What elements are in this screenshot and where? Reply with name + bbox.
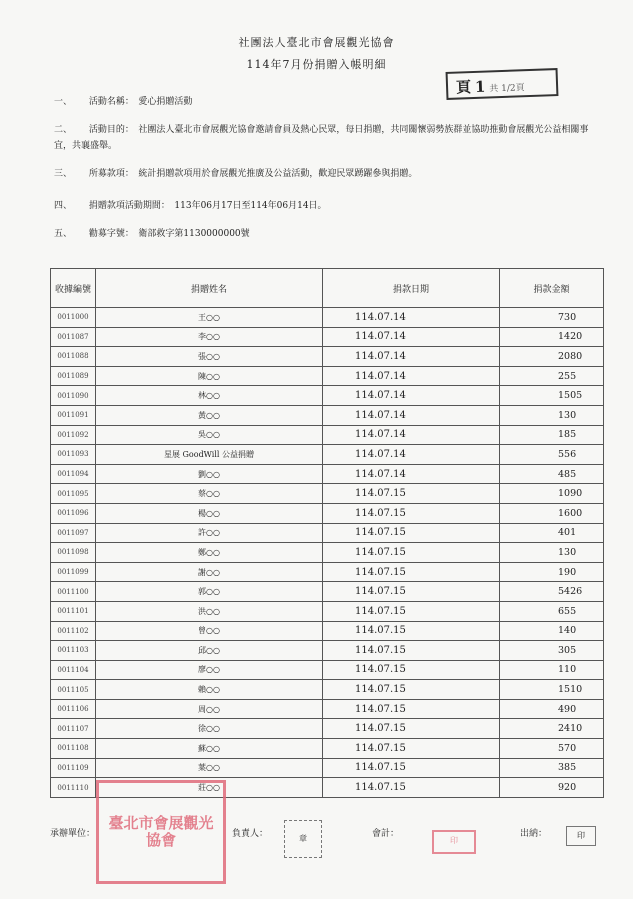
person-signature: 章 xyxy=(284,820,322,858)
table-row xyxy=(51,366,604,386)
section-number: 五、 xyxy=(54,229,73,239)
cell-code: 0011103 xyxy=(51,641,96,661)
table-row xyxy=(51,621,604,641)
cell-date: 114.07.14 xyxy=(323,405,500,425)
section-text: 活動目的： 社團法人臺北市會展觀光協會邀請會員及熱心民眾，每日捐贈，共同關懷弱勢族群並協助推動會展觀光公益相關事宜，共襄盛舉。 xyxy=(54,125,589,151)
table-row xyxy=(51,660,604,680)
table-row xyxy=(51,739,604,759)
table-row xyxy=(51,562,604,582)
cell-date: 114.07.14 xyxy=(323,464,500,484)
cell-name: 黃○○ xyxy=(96,405,323,425)
table-row xyxy=(51,405,604,425)
cell-name: 曾○○ xyxy=(96,621,323,641)
cell-date: 114.07.15 xyxy=(323,621,500,641)
table-row xyxy=(51,543,604,563)
footer-accounting-label: 會計： xyxy=(372,829,400,839)
cell-date: 114.07.14 xyxy=(323,308,500,328)
cell-amount: 401 xyxy=(500,523,604,543)
table-header-row xyxy=(51,269,604,308)
section-text: 所募款項： 統計捐贈款項用於會展觀光推廣及公益活動，歡迎民眾踴躍參與捐贈。 xyxy=(88,169,418,179)
cell-amount: 490 xyxy=(500,699,604,719)
cell-amount: 255 xyxy=(500,366,604,386)
cell-code: 0011090 xyxy=(51,386,96,406)
cell-name: 王○○ xyxy=(96,308,323,328)
cell-name: 謝○○ xyxy=(96,562,323,582)
cell-code: 0011091 xyxy=(51,405,96,425)
cell-code: 0011110 xyxy=(51,778,96,798)
organization-red-seal xyxy=(96,780,226,884)
stamp-suffix: 共 1/2頁 xyxy=(489,83,525,95)
cell-name: 林○○ xyxy=(96,386,323,406)
cell-code: 0011104 xyxy=(51,660,96,680)
table-row xyxy=(51,641,604,661)
cell-code: 0011102 xyxy=(51,621,96,641)
cell-amount: 305 xyxy=(500,641,604,661)
header-date: 捐款日期 xyxy=(323,269,500,308)
cell-date: 114.07.15 xyxy=(323,582,500,602)
cell-code: 0011092 xyxy=(51,425,96,445)
cell-code: 0011000 xyxy=(51,308,96,328)
table-row xyxy=(51,327,604,347)
cell-name: 蔡○○ xyxy=(96,484,323,504)
cell-amount: 5426 xyxy=(500,582,604,602)
cell-date: 114.07.15 xyxy=(323,543,500,563)
cell-amount: 730 xyxy=(500,308,604,328)
cell-amount: 190 xyxy=(500,562,604,582)
cell-code: 0011100 xyxy=(51,582,96,602)
cell-name: 廖○○ xyxy=(96,660,323,680)
cell-code: 0011093 xyxy=(51,445,96,465)
cell-amount: 2410 xyxy=(500,719,604,739)
section-item xyxy=(54,198,594,211)
table-row xyxy=(51,308,604,328)
table-row xyxy=(51,445,604,465)
cell-code: 0011106 xyxy=(51,699,96,719)
cell-amount: 556 xyxy=(500,445,604,465)
cell-amount: 140 xyxy=(500,621,604,641)
cell-name: 葉○○ xyxy=(96,758,323,778)
table-row xyxy=(51,582,604,602)
cell-code: 0011097 xyxy=(51,523,96,543)
table-row xyxy=(51,464,604,484)
cell-name: 許○○ xyxy=(96,523,323,543)
table-row xyxy=(51,523,604,543)
cell-amount: 1600 xyxy=(500,503,604,523)
section-text: 捐贈款項活動期間： 113年06月17日至114年06月14日。 xyxy=(88,201,327,211)
header-name: 捐贈姓名 xyxy=(96,269,323,308)
cell-code: 0011101 xyxy=(51,601,96,621)
table-row xyxy=(51,699,604,719)
cell-name: 劉○○ xyxy=(96,464,323,484)
cell-code: 0011098 xyxy=(51,543,96,563)
section-item xyxy=(54,166,594,179)
cell-date: 114.07.14 xyxy=(323,347,500,367)
stamp-prefix: 頁 xyxy=(455,78,472,97)
section-item xyxy=(54,226,594,239)
cell-date: 114.07.15 xyxy=(323,562,500,582)
cell-name: 張○○ xyxy=(96,347,323,367)
table-row xyxy=(51,719,604,739)
cell-amount: 110 xyxy=(500,660,604,680)
table-row xyxy=(51,386,604,406)
table-row xyxy=(51,680,604,700)
accounting-seal: 印 xyxy=(432,830,476,854)
cell-code: 0011094 xyxy=(51,464,96,484)
cell-code: 0011089 xyxy=(51,366,96,386)
cell-code: 0011105 xyxy=(51,680,96,700)
cell-amount: 385 xyxy=(500,758,604,778)
section-number: 三、 xyxy=(54,169,73,179)
section-number: 一、 xyxy=(54,97,73,107)
document-subtitle: 114年7月份捐贈入帳明細 xyxy=(246,58,387,71)
cell-code: 0011107 xyxy=(51,719,96,739)
cell-name: 陳○○ xyxy=(96,366,323,386)
stamp-page: 1 xyxy=(474,77,486,96)
cell-date: 114.07.15 xyxy=(323,719,500,739)
cell-code: 0011108 xyxy=(51,739,96,759)
cell-date: 114.07.15 xyxy=(323,758,500,778)
cell-amount: 2080 xyxy=(500,347,604,367)
cell-date: 114.07.15 xyxy=(323,484,500,504)
cell-name: 徐○○ xyxy=(96,719,323,739)
cell-date: 114.07.15 xyxy=(323,660,500,680)
table-row xyxy=(51,347,604,367)
cell-amount: 130 xyxy=(500,543,604,563)
cell-amount: 655 xyxy=(500,601,604,621)
cell-code: 0011096 xyxy=(51,503,96,523)
cell-amount: 1510 xyxy=(500,680,604,700)
cell-date: 114.07.15 xyxy=(323,680,500,700)
cell-name: 周○○ xyxy=(96,699,323,719)
cell-date: 114.07.14 xyxy=(323,366,500,386)
cell-amount: 1420 xyxy=(500,327,604,347)
cell-date: 114.07.15 xyxy=(323,739,500,759)
cell-amount: 130 xyxy=(500,405,604,425)
cell-amount: 185 xyxy=(500,425,604,445)
cell-date: 114.07.14 xyxy=(323,386,500,406)
cell-code: 0011109 xyxy=(51,758,96,778)
table-row xyxy=(51,484,604,504)
cell-name: 吳○○ xyxy=(96,425,323,445)
cell-name: 蘇○○ xyxy=(96,739,323,759)
cell-date: 114.07.15 xyxy=(323,601,500,621)
cell-amount: 485 xyxy=(500,464,604,484)
cell-name: 李○○ xyxy=(96,327,323,347)
cell-code: 0011095 xyxy=(51,484,96,504)
table-row xyxy=(51,425,604,445)
cell-name: 郭○○ xyxy=(96,582,323,602)
cell-name: 賴○○ xyxy=(96,680,323,700)
donation-table xyxy=(50,268,604,798)
footer-org-label: 承辦單位： xyxy=(50,829,96,839)
cell-code: 0011087 xyxy=(51,327,96,347)
cell-date: 114.07.14 xyxy=(323,327,500,347)
cell-name: 鄭○○ xyxy=(96,543,323,563)
footer-person-label: 負責人： xyxy=(232,829,269,839)
table-row xyxy=(51,601,604,621)
cell-amount: 570 xyxy=(500,739,604,759)
cell-amount: 1090 xyxy=(500,484,604,504)
section-number: 二、 xyxy=(54,125,73,135)
cell-date: 114.07.14 xyxy=(323,425,500,445)
cell-name: 楊○○ xyxy=(96,503,323,523)
cell-date: 114.07.15 xyxy=(323,778,500,798)
cell-date: 114.07.14 xyxy=(323,445,500,465)
cell-name: 莊○○ xyxy=(96,778,323,798)
cell-date: 114.07.15 xyxy=(323,699,500,719)
section-number: 四、 xyxy=(54,201,73,211)
section-item xyxy=(54,122,594,154)
cashier-seal: 印 xyxy=(566,826,596,846)
section-text: 活動名稱： 愛心捐贈活動 xyxy=(88,97,193,107)
footer-cashier-label: 出納： xyxy=(520,829,548,839)
cell-code: 0011088 xyxy=(51,347,96,367)
document-title: 社團法人臺北市會展觀光協會 xyxy=(238,36,395,49)
cell-name: 星展 GoodWill 公益捐贈 xyxy=(96,445,323,465)
header-amount: 捐款金額 xyxy=(500,269,604,308)
section-item xyxy=(54,94,574,107)
table-row xyxy=(51,758,604,778)
section-text: 勸募字號： 衛部救字第1130000000號 xyxy=(88,229,250,239)
table-row xyxy=(51,503,604,523)
cell-date: 114.07.15 xyxy=(323,503,500,523)
cell-date: 114.07.15 xyxy=(323,641,500,661)
cell-date: 114.07.15 xyxy=(323,523,500,543)
header-code: 收據編號 xyxy=(51,269,96,308)
cell-code: 0011099 xyxy=(51,562,96,582)
cell-amount: 1505 xyxy=(500,386,604,406)
cell-name: 洪○○ xyxy=(96,601,323,621)
seal-text: 臺北市會展觀光協會 xyxy=(108,813,214,849)
cell-name: 邱○○ xyxy=(96,641,323,661)
cell-amount: 920 xyxy=(500,778,604,798)
